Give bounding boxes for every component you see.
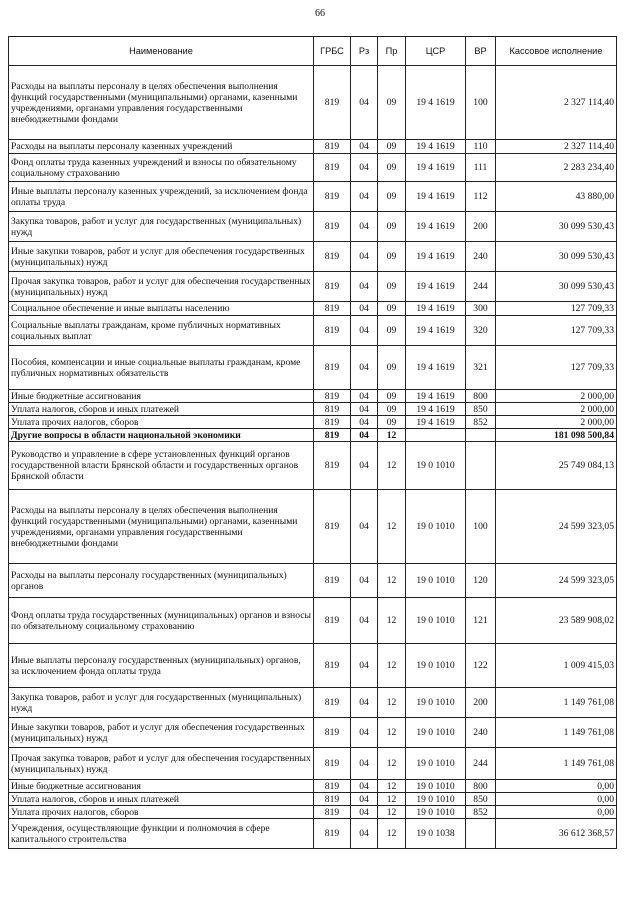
cell-vr: 111: [466, 154, 496, 182]
cell-csr: 19 4 1619: [406, 272, 466, 302]
cell-grbs: 819: [314, 429, 351, 442]
cell-csr: 19 4 1619: [406, 182, 466, 212]
cell-name: Закупка товаров, работ и услуг для государственных (муниципальных) нужд: [9, 212, 314, 242]
cell-pr: 12: [378, 442, 406, 490]
cell-vr: 852: [466, 416, 496, 429]
cell-pr: 12: [378, 688, 406, 718]
cell-name: Уплата прочих налогов, сборов: [9, 416, 314, 429]
cell-name: Иные выплаты персоналу казенных учреждений, за исключением фонда оплаты труда: [9, 182, 314, 212]
cell-pr: 12: [378, 780, 406, 793]
cell-csr: 19 4 1619: [406, 66, 466, 140]
cell-pr: 09: [378, 416, 406, 429]
cell-grbs: 819: [314, 564, 351, 598]
cell-rz: 04: [351, 140, 378, 154]
table-row: [9, 182, 617, 212]
cell-amount: 43 880,00: [496, 182, 617, 212]
cell-rz: 04: [351, 806, 378, 819]
cell-grbs: 819: [314, 66, 351, 140]
cell-pr: 09: [378, 302, 406, 316]
table-body: [9, 66, 617, 849]
table-row: [9, 688, 617, 718]
cell-rz: 04: [351, 302, 378, 316]
cell-csr: 19 0 1010: [406, 442, 466, 490]
cell-pr: 12: [378, 564, 406, 598]
cell-pr: 09: [378, 346, 406, 390]
cell-name: Расходы на выплаты персоналу казенных учреждений: [9, 140, 314, 154]
header-vr: ВР: [466, 37, 496, 66]
cell-vr: 122: [466, 644, 496, 688]
cell-name: Руководство и управление в сфере установленных функций органов государственной власти Брянской области и государственных органов Брянской области: [9, 442, 314, 490]
table-row: [9, 806, 617, 819]
cell-vr: 200: [466, 212, 496, 242]
cell-grbs: 819: [314, 416, 351, 429]
cell-csr: 19 4 1619: [406, 403, 466, 416]
cell-csr: 19 0 1010: [406, 644, 466, 688]
cell-grbs: 819: [314, 442, 351, 490]
table-row: [9, 140, 617, 154]
table-row: [9, 490, 617, 564]
cell-pr: 12: [378, 429, 406, 442]
cell-amount: 30 099 530,43: [496, 212, 617, 242]
cell-grbs: 819: [314, 242, 351, 272]
cell-amount: 127 709,33: [496, 302, 617, 316]
cell-grbs: 819: [314, 598, 351, 644]
cell-pr: 12: [378, 490, 406, 564]
header-rz: Рз: [351, 37, 378, 66]
cell-csr: 19 4 1619: [406, 154, 466, 182]
cell-amount: 2 283 234,40: [496, 154, 617, 182]
table-row: [9, 819, 617, 849]
cell-pr: 12: [378, 793, 406, 806]
table-row: [9, 780, 617, 793]
cell-rz: 04: [351, 272, 378, 302]
cell-name: Уплата прочих налогов, сборов: [9, 806, 314, 819]
cell-name: Уплата налогов, сборов и иных платежей: [9, 793, 314, 806]
cell-grbs: 819: [314, 302, 351, 316]
cell-name: Иные бюджетные ассигнования: [9, 390, 314, 403]
cell-grbs: 819: [314, 140, 351, 154]
cell-vr: 240: [466, 718, 496, 748]
cell-rz: 04: [351, 644, 378, 688]
header-name: Наименование: [9, 37, 314, 66]
header-pr: Пр: [378, 37, 406, 66]
table-row: [9, 390, 617, 403]
cell-pr: 09: [378, 242, 406, 272]
header-grbs: ГРБС: [314, 37, 351, 66]
cell-grbs: 819: [314, 272, 351, 302]
cell-rz: 04: [351, 66, 378, 140]
table-row: [9, 564, 617, 598]
table-row: [9, 212, 617, 242]
cell-csr: 19 4 1619: [406, 390, 466, 403]
table-row: [9, 442, 617, 490]
cell-vr: 240: [466, 242, 496, 272]
cell-csr: 19 0 1010: [406, 806, 466, 819]
table-row: [9, 242, 617, 272]
cell-rz: 04: [351, 748, 378, 780]
cell-rz: 04: [351, 212, 378, 242]
cell-rz: 04: [351, 182, 378, 212]
cell-pr: 12: [378, 806, 406, 819]
cell-grbs: 819: [314, 806, 351, 819]
cell-rz: 04: [351, 793, 378, 806]
cell-csr: 19 0 1010: [406, 490, 466, 564]
cell-vr: [466, 429, 496, 442]
header-amount: Кассовое исполнение: [496, 37, 617, 66]
cell-grbs: 819: [314, 718, 351, 748]
table-row: [9, 748, 617, 780]
cell-name: Прочая закупка товаров, работ и услуг для обеспечения государственных (муниципальных) нужд: [9, 272, 314, 302]
cell-amount: 0,00: [496, 793, 617, 806]
cell-vr: 800: [466, 780, 496, 793]
cell-vr: 852: [466, 806, 496, 819]
cell-rz: 04: [351, 718, 378, 748]
cell-grbs: 819: [314, 793, 351, 806]
table-row: [9, 154, 617, 182]
cell-csr: 19 0 1010: [406, 688, 466, 718]
cell-csr: 19 0 1010: [406, 564, 466, 598]
cell-csr: 19 0 1010: [406, 718, 466, 748]
cell-pr: 09: [378, 390, 406, 403]
cell-name: Расходы на выплаты персоналу государственных (муниципальных) органов: [9, 564, 314, 598]
cell-amount: 25 749 084,13: [496, 442, 617, 490]
cell-pr: 12: [378, 644, 406, 688]
cell-vr: 100: [466, 490, 496, 564]
cell-csr: 19 0 1010: [406, 780, 466, 793]
cell-name: Другие вопросы в области национальной экономики: [9, 429, 314, 442]
cell-amount: 1 009 415,03: [496, 644, 617, 688]
cell-amount: 127 709,33: [496, 346, 617, 390]
cell-csr: 19 4 1619: [406, 316, 466, 346]
cell-vr: 244: [466, 748, 496, 780]
cell-vr: 800: [466, 390, 496, 403]
cell-pr: 12: [378, 598, 406, 644]
cell-rz: 04: [351, 442, 378, 490]
cell-grbs: 819: [314, 154, 351, 182]
cell-vr: [466, 819, 496, 849]
cell-name: Уплата налогов, сборов и иных платежей: [9, 403, 314, 416]
cell-csr: [406, 429, 466, 442]
table-row: [9, 718, 617, 748]
cell-grbs: 819: [314, 182, 351, 212]
table-row: [9, 66, 617, 140]
cell-grbs: 819: [314, 644, 351, 688]
cell-grbs: 819: [314, 780, 351, 793]
table-row: [9, 429, 617, 442]
table-row: [9, 302, 617, 316]
cell-pr: 12: [378, 718, 406, 748]
cell-grbs: 819: [314, 316, 351, 346]
cell-rz: 04: [351, 316, 378, 346]
cell-name: Расходы на выплаты персоналу в целях обеспечения выполнения функций государственными (муниципальными) органами, казенными учреждениями, органами управления государственными внебюджетными фондами: [9, 490, 314, 564]
cell-csr: 19 4 1619: [406, 212, 466, 242]
cell-grbs: 819: [314, 490, 351, 564]
cell-csr: 19 0 1010: [406, 793, 466, 806]
cell-amount: 127 709,33: [496, 316, 617, 346]
cell-rz: 04: [351, 598, 378, 644]
cell-pr: 09: [378, 182, 406, 212]
cell-grbs: 819: [314, 403, 351, 416]
cell-name: Социальное обеспечение и иные выплаты населению: [9, 302, 314, 316]
cell-csr: 19 4 1619: [406, 242, 466, 272]
cell-vr: 850: [466, 403, 496, 416]
cell-name: Расходы на выплаты персоналу в целях обеспечения выполнения функций государственными (муниципальными) органами, казенными учреждениями, органами управления государственными внебюджетными фондами: [9, 66, 314, 140]
cell-rz: 04: [351, 390, 378, 403]
cell-rz: 04: [351, 819, 378, 849]
cell-csr: 19 0 1010: [406, 748, 466, 780]
table-row: [9, 644, 617, 688]
cell-amount: 36 612 368,57: [496, 819, 617, 849]
cell-name: Иные закупки товаров, работ и услуг для обеспечения государственных (муниципальных) нужд: [9, 718, 314, 748]
cell-grbs: 819: [314, 212, 351, 242]
cell-csr: 19 4 1619: [406, 140, 466, 154]
cell-rz: 04: [351, 416, 378, 429]
cell-amount: 30 099 530,43: [496, 242, 617, 272]
cell-name: Фонд оплаты труда казенных учреждений и взносы по обязательному социальному страхованию: [9, 154, 314, 182]
cell-pr: 12: [378, 819, 406, 849]
cell-vr: 300: [466, 302, 496, 316]
table-row: [9, 272, 617, 302]
cell-vr: [466, 442, 496, 490]
cell-name: Закупка товаров, работ и услуг для государственных (муниципальных) нужд: [9, 688, 314, 718]
cell-rz: 04: [351, 154, 378, 182]
cell-csr: 19 4 1619: [406, 416, 466, 429]
cell-pr: 09: [378, 316, 406, 346]
cell-amount: 23 589 908,02: [496, 598, 617, 644]
cell-vr: 100: [466, 66, 496, 140]
cell-amount: 2 000,00: [496, 390, 617, 403]
cell-amount: 30 099 530,43: [496, 272, 617, 302]
cell-amount: 2 327 114,40: [496, 66, 617, 140]
cell-vr: 120: [466, 564, 496, 598]
table-row: [9, 793, 617, 806]
cell-vr: 320: [466, 316, 496, 346]
cell-csr: 19 4 1619: [406, 346, 466, 390]
table-row: [9, 346, 617, 390]
cell-amount: 0,00: [496, 806, 617, 819]
cell-csr: 19 0 1038: [406, 819, 466, 849]
cell-rz: 04: [351, 780, 378, 793]
cell-rz: 04: [351, 564, 378, 598]
cell-vr: 121: [466, 598, 496, 644]
cell-pr: 09: [378, 272, 406, 302]
cell-grbs: 819: [314, 688, 351, 718]
cell-rz: 04: [351, 403, 378, 416]
table-row: [9, 598, 617, 644]
cell-amount: 2 000,00: [496, 416, 617, 429]
cell-rz: 04: [351, 346, 378, 390]
cell-amount: 1 149 761,08: [496, 688, 617, 718]
cell-name: Иные выплаты персоналу государственных (муниципальных) органов, за исключением фонда оплаты труда: [9, 644, 314, 688]
cell-rz: 04: [351, 688, 378, 718]
cell-amount: 2 327 114,40: [496, 140, 617, 154]
cell-vr: 112: [466, 182, 496, 212]
cell-name: Иные закупки товаров, работ и услуг для обеспечения государственных (муниципальных) нужд: [9, 242, 314, 272]
cell-pr: 09: [378, 212, 406, 242]
cell-grbs: 819: [314, 346, 351, 390]
table-header-row: [9, 37, 617, 66]
cell-rz: 04: [351, 429, 378, 442]
cell-vr: 244: [466, 272, 496, 302]
cell-name: Прочая закупка товаров, работ и услуг для обеспечения государственных (муниципальных) нужд: [9, 748, 314, 780]
cell-name: Социальные выплаты гражданам, кроме публичных нормативных социальных выплат: [9, 316, 314, 346]
table-row: [9, 316, 617, 346]
cell-grbs: 819: [314, 390, 351, 403]
cell-pr: 12: [378, 748, 406, 780]
cell-name: Фонд оплаты труда государственных (муниципальных) органов и взносы по обязательному социальному страхованию: [9, 598, 314, 644]
cell-amount: 0,00: [496, 780, 617, 793]
cell-pr: 09: [378, 154, 406, 182]
cell-amount: 1 149 761,08: [496, 718, 617, 748]
cell-vr: 850: [466, 793, 496, 806]
cell-amount: 2 000,00: [496, 403, 617, 416]
cell-pr: 09: [378, 66, 406, 140]
cell-csr: 19 0 1010: [406, 598, 466, 644]
header-csr: ЦСР: [406, 37, 466, 66]
cell-vr: 110: [466, 140, 496, 154]
cell-grbs: 819: [314, 819, 351, 849]
cell-amount: 24 599 323,05: [496, 564, 617, 598]
page-number: 66: [315, 8, 325, 19]
cell-name: Пособия, компенсации и иные социальные выплаты гражданам, кроме публичных нормативных обязательств: [9, 346, 314, 390]
cell-grbs: 819: [314, 748, 351, 780]
cell-rz: 04: [351, 242, 378, 272]
table-row: [9, 416, 617, 429]
cell-amount: 181 098 500,84: [496, 429, 617, 442]
cell-vr: 321: [466, 346, 496, 390]
cell-pr: 09: [378, 403, 406, 416]
cell-name: Учреждения, осуществляющие функции и полномочия в сфере капитального строительства: [9, 819, 314, 849]
cell-amount: 1 149 761,08: [496, 748, 617, 780]
cell-amount: 24 599 323,05: [496, 490, 617, 564]
budget-table: [8, 36, 617, 849]
cell-vr: 200: [466, 688, 496, 718]
cell-rz: 04: [351, 490, 378, 564]
table-row: [9, 403, 617, 416]
cell-pr: 09: [378, 140, 406, 154]
cell-csr: 19 4 1619: [406, 302, 466, 316]
cell-name: Иные бюджетные ассигнования: [9, 780, 314, 793]
